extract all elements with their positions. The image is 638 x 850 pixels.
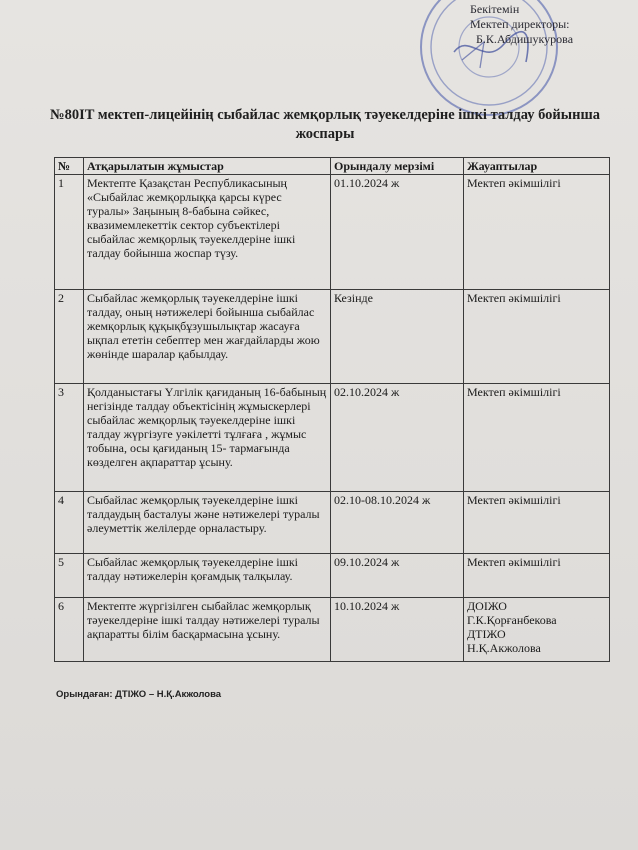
row-task: Сыбайлас жемқорлық тәуекелдеріне ішкі талдаудың басталуы және нәтижелері туралы әлеуметтік желілерде орналастыру. [84,492,331,554]
table-row [55,554,610,598]
row-responsible: ДОІЖО Г.К.Қорғанбекова ДТІЖО Н.Қ.Акжолова [464,598,610,662]
row-responsible: Мектеп әкімшілігі [464,175,610,290]
plan-table [54,157,610,662]
row-task: Мектепте Қазақстан Республикасының «Сыбайлас жемқорлыққа қарсы күрес туралы» Заңының 8-бабына сәйкес, квазимемлекеттік сектор субъектілері сыбайлас жемқорлық тәуекелдеріне ішкі талдау бойынша жоспар түзу. [84,175,331,290]
row-number: 3 [55,384,84,492]
document-title: №80IT мектеп-лицейінің сыбайлас жемқорлық тәуекелдеріне ішкі талдау бойынша жоспары [50,107,600,142]
table-row [55,598,610,662]
row-deadline: 02.10.2024 ж [331,384,464,492]
prepared-by: Орындаған: ДТІЖО – Н.Қ.Акжолова [56,689,222,700]
approval-position: Мектеп директоры: [470,17,570,31]
approval-heading: Бекітемін [470,2,520,16]
row-number: 1 [55,175,84,290]
row-responsible: Мектеп әкімшілігі [464,492,610,554]
row-number: 5 [55,554,84,598]
table-row [55,175,610,290]
approval-block [470,2,635,47]
table-header-row [55,158,610,175]
row-number: 2 [55,290,84,384]
row-task: Сыбайлас жемқорлық тәуекелдеріне ішкі талдау нәтижелерін қоғамдық талқылау. [84,554,331,598]
row-task: Мектепте жүргізілген сыбайлас жемқорлық тәуекелдеріне ішкі талдау нәтижелері туралы ақпаратты білім басқармасына ұсыну. [84,598,331,662]
header-responsible: Жауаптылар [464,158,610,175]
row-responsible: Мектеп әкімшілігі [464,384,610,492]
row-deadline: 01.10.2024 ж [331,175,464,290]
table-row [55,384,610,492]
row-deadline: Кезінде [331,290,464,384]
row-responsible: Мектеп әкімшілігі [464,554,610,598]
header-number: № [55,158,84,175]
row-deadline: 02.10-08.10.2024 ж [331,492,464,554]
row-task: Сыбайлас жемқорлық тәуекелдеріне ішкі талдау, оның нәтижелері бойынша сыбайлас жемқорлық құқықбұзушылықтар жасауға ықпал ететін себептер мен жағдайларды жою жөнінде шаралар қабылдау. [84,290,331,384]
table-row [55,290,610,384]
table-row [55,492,610,554]
row-responsible: Мектеп әкімшілігі [464,290,610,384]
row-task: Қолданыстағы Үлгілік қағиданың 16-бабының негізінде талдау объектісінің жұмыскерлері сыбайлас жемқорлық тәуекелдеріне ішкі талдау жүргізуге уәкілетті тұлғаға , жұмыс тобына, осы қағиданың 15- тармағында көзделген ақпараттар ұсыну. [84,384,331,492]
row-deadline: 10.10.2024 ж [331,598,464,662]
header-tasks: Атқарылатын жұмыстар [84,158,331,175]
row-number: 4 [55,492,84,554]
header-deadline: Орындалу мерзімі [331,158,464,175]
row-deadline: 09.10.2024 ж [331,554,464,598]
approval-signatory: Б.К.Абдишукурова [476,32,574,46]
row-number: 6 [55,598,84,662]
